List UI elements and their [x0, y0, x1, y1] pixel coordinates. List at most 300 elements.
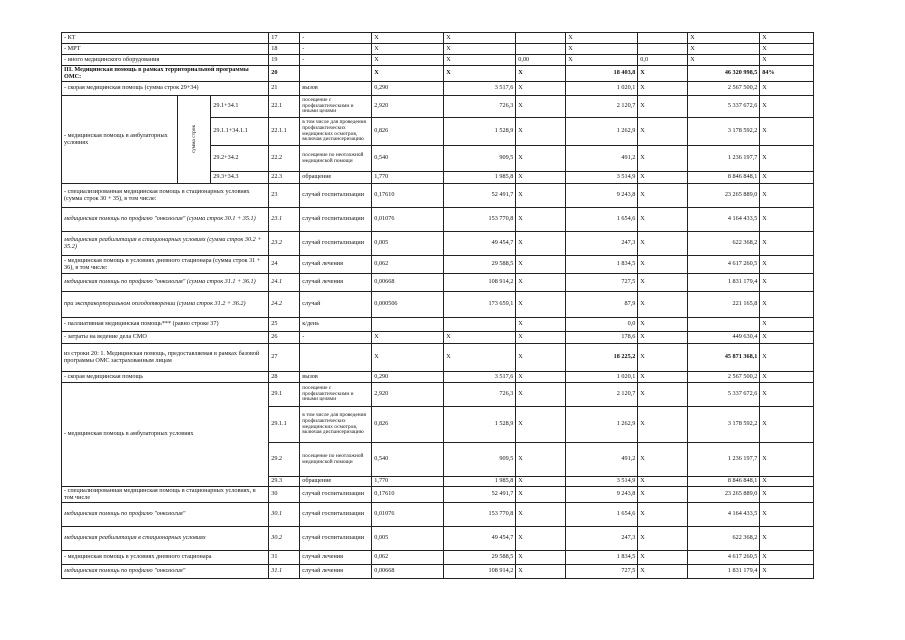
volume-norm-cell: 2,920 — [372, 96, 444, 118]
row-label: - МРТ — [62, 44, 269, 55]
per-capita-oms-cell: 727,5 — [566, 565, 638, 579]
total-budget-cell: Х — [638, 477, 688, 487]
per-capita-budget-cell: Х — [516, 383, 566, 407]
total-oms-cell: 3 178 592,2 — [688, 407, 760, 443]
row-number: 23.2 — [269, 232, 300, 256]
per-capita-oms-cell: 9 243,8 — [566, 184, 638, 208]
table-row — [62, 503, 870, 527]
row-number: 29.2 — [269, 443, 300, 477]
row-number: 20 — [269, 66, 300, 82]
volume-norm-cell: 0,290 — [372, 372, 444, 383]
total-budget-cell: Х — [638, 372, 688, 383]
table-row — [62, 208, 870, 232]
row-label: при экстракорпоральном оплодотворении (сумма строк 31.2 + 36.2) — [62, 292, 269, 318]
total-budget-cell: Х — [638, 318, 688, 332]
volume-norm-cell: 0,17610 — [372, 487, 444, 503]
unit-cell: случай госпитализации — [300, 487, 372, 503]
total-budget-cell: Х — [638, 208, 688, 232]
volume-norm-cell: 0,290 — [372, 82, 444, 96]
volume-norm-cell: 1,770 — [372, 172, 444, 184]
per-capita-oms-cell: 1 020,1 — [566, 372, 638, 383]
volume-norm-cell: 0,062 — [372, 256, 444, 274]
percent-cell: Х — [760, 372, 814, 383]
cost-norm-cell: Х — [444, 344, 516, 372]
table-row — [62, 44, 870, 55]
unit-cell: случай госпитализации — [300, 527, 372, 551]
total-budget-cell: Х — [638, 565, 688, 579]
total-oms-cell: 622 368,2 — [688, 527, 760, 551]
percent-cell: Х — [760, 232, 814, 256]
cost-norm-cell: 29 588,5 — [444, 256, 516, 274]
percent-cell: Х — [760, 527, 814, 551]
table-row — [62, 332, 870, 344]
cost-norm-cell: 1 528,9 — [444, 118, 516, 146]
per-capita-oms-cell: 3 514,9 — [566, 172, 638, 184]
per-capita-budget-cell: Х — [516, 274, 566, 292]
total-budget-cell: Х — [638, 256, 688, 274]
per-capita-budget-cell — [516, 33, 566, 44]
total-oms-cell: 4 164 433,5 — [688, 208, 760, 232]
per-capita-budget-cell: Х — [516, 184, 566, 208]
total-budget-cell: Х — [638, 232, 688, 256]
unit-cell: к/день — [300, 318, 372, 332]
per-capita-oms-cell: 1 654,6 — [566, 503, 638, 527]
per-capita-budget-cell: Х — [516, 232, 566, 256]
table-row — [62, 66, 870, 82]
percent-cell: Х — [760, 443, 814, 477]
per-capita-oms-cell: 18 225,2 — [566, 344, 638, 372]
total-oms-cell: 23 265 889,0 — [688, 184, 760, 208]
per-capita-oms-cell: 1 020,1 — [566, 82, 638, 96]
per-capita-budget-cell: 0,00 — [516, 55, 566, 66]
total-oms-cell — [688, 318, 760, 332]
per-capita-oms-cell: 3 514,9 — [566, 477, 638, 487]
per-capita-oms-cell: 2 120,7 — [566, 383, 638, 407]
total-budget-cell: Х — [638, 344, 688, 372]
cost-norm-cell: 909,5 — [444, 146, 516, 172]
percent-cell: Х — [760, 274, 814, 292]
formula-cell: 29.1.1+34.1.1 — [211, 118, 269, 146]
row-label: - медицинская помощь в условиях дневного стационара (сумма строк 31 + 36), в том числе: — [62, 256, 269, 274]
formula-cell: 29.2+34.2 — [211, 146, 269, 172]
cost-norm-cell: 3 517,6 — [444, 372, 516, 383]
row-number: 18 — [269, 44, 300, 55]
row-label: - затраты на ведение дела СМО — [62, 332, 269, 344]
table-row — [62, 256, 870, 274]
volume-norm-cell: 0,01076 — [372, 503, 444, 527]
row-label: III. Медицинская помощь в рамках территориальной программы ОМС: — [62, 66, 269, 82]
row-label: медицинская реабилитация в стационарных условиях — [62, 527, 269, 551]
row-label: - медицинская помощь в условиях дневного стационара — [62, 551, 269, 565]
volume-norm-cell: Х — [372, 55, 444, 66]
cost-norm-cell: 52 491,7 — [444, 487, 516, 503]
unit-cell: случай госпитализации — [300, 232, 372, 256]
total-oms-cell: 5 337 672,6 — [688, 383, 760, 407]
volume-norm-cell: 0,540 — [372, 443, 444, 477]
unit-cell: посещение по неотложной медицинской помощи — [300, 146, 372, 172]
per-capita-budget-cell: Х — [516, 372, 566, 383]
row-label: - медицинская помощь в амбулаторных условиях — [62, 383, 269, 487]
table-row — [62, 551, 870, 565]
total-budget-cell: Х — [638, 487, 688, 503]
row-label: - специализированная медицинская помощь в стационарных условиях (сумма строк 30 + 35), в том числе: — [62, 184, 269, 208]
volume-norm-cell: Х — [372, 332, 444, 344]
total-oms-cell: 8 846 848,1 — [688, 172, 760, 184]
volume-norm-cell: 0,540 — [372, 146, 444, 172]
cost-norm-cell: Х — [444, 33, 516, 44]
volume-norm-cell: 0,826 — [372, 407, 444, 443]
volume-norm-cell: 2,920 — [372, 383, 444, 407]
per-capita-budget-cell: Х — [516, 443, 566, 477]
percent-cell: 84% — [760, 66, 814, 82]
total-budget-cell — [638, 33, 688, 44]
row-label: медицинская помощь по профилю "онкология" — [62, 503, 269, 527]
total-budget-cell: Х — [638, 184, 688, 208]
volume-norm-cell: 1,770 — [372, 477, 444, 487]
row-number: 29.3 — [269, 477, 300, 487]
volume-norm-cell: 0,17610 — [372, 184, 444, 208]
per-capita-budget-cell: Х — [516, 82, 566, 96]
volume-norm-cell: Х — [372, 44, 444, 55]
total-budget-cell: Х — [638, 292, 688, 318]
percent-cell: Х — [760, 256, 814, 274]
row-number: 23 — [269, 184, 300, 208]
table-row — [62, 487, 870, 503]
total-oms-cell: 5 337 672,6 — [688, 96, 760, 118]
row-label: - КТ — [62, 33, 269, 44]
total-budget-cell: Х — [638, 407, 688, 443]
volume-norm-cell: 0,005 — [372, 527, 444, 551]
per-capita-oms-cell: 491,2 — [566, 146, 638, 172]
cost-norm-cell: Х — [444, 44, 516, 55]
cost-norm-cell: 1 528,9 — [444, 407, 516, 443]
unit-cell: случай госпитализации — [300, 184, 372, 208]
cost-norm-cell: 108 914,2 — [444, 565, 516, 579]
percent-cell: Х — [760, 407, 814, 443]
table-row — [62, 372, 870, 383]
row-label: - медицинская помощь в амбулаторных условиях — [62, 96, 178, 184]
unit-cell: случай лечения — [300, 565, 372, 579]
row-label: - скорая медицинская помощь — [62, 372, 269, 383]
table-row — [62, 274, 870, 292]
row-label: медицинская помощь по профилю "онкология" (сумма строк 30.1 + 35.1) — [62, 208, 269, 232]
total-budget-cell: Х — [638, 146, 688, 172]
row-label: - паллиативная медицинская помощь*** (равно строке 37) — [62, 318, 269, 332]
cost-norm-cell: 1 985,8 — [444, 477, 516, 487]
total-budget-cell: Х — [638, 443, 688, 477]
total-budget-cell: 0,0 — [638, 55, 688, 66]
total-oms-cell: 4 164 433,5 — [688, 503, 760, 527]
row-label: медицинская помощь по профилю "онкология" (сумма строк 31.1 + 36.1) — [62, 274, 269, 292]
row-number: 30.2 — [269, 527, 300, 551]
percent-cell: Х — [760, 184, 814, 208]
total-oms-cell: 45 871 368,1 — [688, 344, 760, 372]
per-capita-budget-cell: Х — [516, 208, 566, 232]
table-row — [62, 344, 870, 372]
row-number: 24.1 — [269, 274, 300, 292]
total-oms-cell: 2 567 500,2 — [688, 82, 760, 96]
table-row — [62, 565, 870, 579]
row-number: 22.2 — [269, 146, 300, 172]
row-label: - скорая медицинская помощь (сумма строк 29+34) — [62, 82, 269, 96]
per-capita-oms-cell: 9 243,8 — [566, 487, 638, 503]
row-number: 17 — [269, 33, 300, 44]
per-capita-oms-cell: 491,2 — [566, 443, 638, 477]
table-row — [62, 383, 870, 407]
cost-norm-cell: 29 588,5 — [444, 551, 516, 565]
total-oms-cell: 1 831 179,4 — [688, 274, 760, 292]
row-label: из строки 20: 1. Медицинская помощь, предоставляемая в рамках базовой программы ОМС застрахованным лицам — [62, 344, 269, 372]
percent-cell: Х — [760, 55, 814, 66]
percent-cell: Х — [760, 565, 814, 579]
volume-norm-cell: Х — [372, 344, 444, 372]
unit-cell: посещение с профилактическими и иными целями — [300, 383, 372, 407]
total-budget-cell: Х — [638, 332, 688, 344]
unit-cell: случай — [300, 292, 372, 318]
per-capita-budget-cell — [516, 44, 566, 55]
per-capita-budget-cell: Х — [516, 407, 566, 443]
volume-norm-cell: 0,01076 — [372, 208, 444, 232]
per-capita-oms-cell: 1 834,5 — [566, 551, 638, 565]
per-capita-budget-cell: Х — [516, 146, 566, 172]
row-number: 31.1 — [269, 565, 300, 579]
cost-norm-cell — [444, 318, 516, 332]
volume-norm-cell: 0,062 — [372, 551, 444, 565]
table-row — [62, 55, 870, 66]
table-row — [62, 232, 870, 256]
percent-cell: Х — [760, 172, 814, 184]
table-row — [62, 292, 870, 318]
total-budget-cell: Х — [638, 118, 688, 146]
row-number: 22.3 — [269, 172, 300, 184]
unit-cell: случай лечения — [300, 274, 372, 292]
per-capita-oms-cell: 87,9 — [566, 292, 638, 318]
row-number: 23.1 — [269, 208, 300, 232]
per-capita-budget-cell: Х — [516, 344, 566, 372]
total-oms-cell: 1 236 197,7 — [688, 443, 760, 477]
cost-norm-cell: 726,3 — [444, 383, 516, 407]
total-budget-cell: Х — [638, 551, 688, 565]
cost-norm-cell: 726,3 — [444, 96, 516, 118]
percent-cell: Х — [760, 344, 814, 372]
total-oms-cell: 3 178 592,2 — [688, 118, 760, 146]
total-oms-cell: Х — [688, 55, 760, 66]
total-oms-cell: 46 320 998,5 — [688, 66, 760, 82]
row-number: 30.1 — [269, 503, 300, 527]
volume-norm-cell: 0,826 — [372, 118, 444, 146]
total-budget-cell: Х — [638, 527, 688, 551]
unit-cell: - — [300, 332, 372, 344]
volume-norm-cell: 0,000506 — [372, 292, 444, 318]
total-oms-cell: 4 617 260,5 — [688, 551, 760, 565]
per-capita-oms-cell: 18 403,8 — [566, 66, 638, 82]
table-row — [62, 184, 870, 208]
per-capita-oms-cell: 727,5 — [566, 274, 638, 292]
cost-norm-cell: Х — [444, 66, 516, 82]
cost-norm-cell: 3 517,6 — [444, 82, 516, 96]
volume-norm-cell: 0,00668 — [372, 274, 444, 292]
per-capita-oms-cell: Х — [566, 55, 638, 66]
total-oms-cell: Х — [688, 33, 760, 44]
per-capita-budget-cell: Х — [516, 332, 566, 344]
row-number: 28 — [269, 372, 300, 383]
cost-norm-cell: 909,5 — [444, 443, 516, 477]
unit-cell: вызов — [300, 372, 372, 383]
volume-norm-cell: Х — [372, 33, 444, 44]
percent-cell: Х — [760, 487, 814, 503]
per-capita-budget-cell: Х — [516, 527, 566, 551]
table-row — [62, 33, 870, 44]
row-label: - специализированная медицинская помощь в стационарных условиях, в том числе — [62, 487, 269, 503]
per-capita-budget-cell: Х — [516, 487, 566, 503]
total-oms-cell: 449 630,4 — [688, 332, 760, 344]
per-capita-oms-cell: Х — [566, 33, 638, 44]
row-number: 24 — [269, 256, 300, 274]
per-capita-budget-cell: Х — [516, 551, 566, 565]
total-budget-cell: Х — [638, 274, 688, 292]
cost-norm-cell: Х — [444, 55, 516, 66]
row-label: медицинская помощь по профилю "онкология" — [62, 565, 269, 579]
percent-cell: Х — [760, 318, 814, 332]
unit-cell: случай госпитализации — [300, 503, 372, 527]
unit-cell: в том числе для проведения профилактических медицинских осмотров, включая диспансеризацию — [300, 118, 372, 146]
total-oms-cell: 1 236 197,7 — [688, 146, 760, 172]
per-capita-oms-cell: Х — [566, 44, 638, 55]
total-budget-cell: Х — [638, 66, 688, 82]
unit-cell — [300, 344, 372, 372]
row-number: 22.1 — [269, 96, 300, 118]
percent-cell: Х — [760, 208, 814, 232]
row-number: 25 — [269, 318, 300, 332]
unit-cell: в том числе для проведения профилактических медицинских осмотров, включая диспансеризацию — [300, 407, 372, 443]
per-capita-oms-cell: 1 262,9 — [566, 118, 638, 146]
unit-cell: случай лечения — [300, 256, 372, 274]
total-budget-cell — [638, 44, 688, 55]
per-capita-budget-cell: Х — [516, 172, 566, 184]
unit-cell: обращение — [300, 477, 372, 487]
percent-cell: Х — [760, 146, 814, 172]
cost-norm-cell: 52 491,7 — [444, 184, 516, 208]
unit-cell: - — [300, 33, 372, 44]
per-capita-budget-cell: Х — [516, 292, 566, 318]
per-capita-budget-cell: Х — [516, 565, 566, 579]
cost-norm-cell: 49 454,7 — [444, 527, 516, 551]
unit-cell: - — [300, 55, 372, 66]
unit-cell: вызов — [300, 82, 372, 96]
per-capita-oms-cell: 247,3 — [566, 232, 638, 256]
formula-cell: 29.1+34.1 — [211, 96, 269, 118]
cost-norm-cell: Х — [444, 332, 516, 344]
total-oms-cell: 1 831 179,4 — [688, 565, 760, 579]
unit-cell: посещение с профилактическими и иными целями — [300, 96, 372, 118]
formula-cell: 29.3+34.3 — [211, 172, 269, 184]
row-number: 26 — [269, 332, 300, 344]
unit-cell — [300, 66, 372, 82]
percent-cell: Х — [760, 82, 814, 96]
per-capita-oms-cell: 1 262,9 — [566, 407, 638, 443]
unit-cell: посещение по неотложной медицинской помощи — [300, 443, 372, 477]
volume-norm-cell: Х — [372, 66, 444, 82]
row-label: - иного медицинского оборудования — [62, 55, 269, 66]
unit-cell: обращение — [300, 172, 372, 184]
total-budget-cell: Х — [638, 172, 688, 184]
row-number: 31 — [269, 551, 300, 565]
total-budget-cell: Х — [638, 383, 688, 407]
row-number: 24.2 — [269, 292, 300, 318]
table-row — [62, 82, 870, 96]
percent-cell: Х — [760, 118, 814, 146]
percent-cell: Х — [760, 551, 814, 565]
percent-cell: Х — [760, 332, 814, 344]
total-oms-cell: 4 617 260,5 — [688, 256, 760, 274]
row-number: 29.1.1 — [269, 407, 300, 443]
unit-cell: случай госпитализации — [300, 208, 372, 232]
unit-cell: - — [300, 44, 372, 55]
volume-norm-cell: 0,00668 — [372, 565, 444, 579]
per-capita-oms-cell: 1 834,5 — [566, 256, 638, 274]
cost-norm-cell: 1 985,8 — [444, 172, 516, 184]
cost-norm-cell: 153 770,8 — [444, 503, 516, 527]
volume-norm-cell — [372, 318, 444, 332]
total-oms-cell: 221 165,8 — [688, 292, 760, 318]
table-row — [62, 96, 870, 118]
total-budget-cell: Х — [638, 82, 688, 96]
per-capita-budget-cell: Х — [516, 256, 566, 274]
per-capita-budget-cell: Х — [516, 96, 566, 118]
table-row — [62, 318, 870, 332]
total-oms-cell: Х — [688, 44, 760, 55]
per-capita-oms-cell: 1 654,6 — [566, 208, 638, 232]
row-number: 27 — [269, 344, 300, 372]
vertical-label: сумма строк — [178, 96, 211, 184]
volume-norm-cell: 0,005 — [372, 232, 444, 256]
total-budget-cell: Х — [638, 503, 688, 527]
per-capita-budget-cell: Х — [516, 318, 566, 332]
percent-cell: Х — [760, 383, 814, 407]
cost-norm-cell: 173 659,1 — [444, 292, 516, 318]
row-number: 19 — [269, 55, 300, 66]
row-number: 29.1 — [269, 383, 300, 407]
cost-norm-cell: 153 770,8 — [444, 208, 516, 232]
per-capita-budget-cell: Х — [516, 118, 566, 146]
total-oms-cell: 8 846 848,1 — [688, 477, 760, 487]
per-capita-budget-cell: Х — [516, 477, 566, 487]
total-budget-cell: Х — [638, 96, 688, 118]
total-oms-cell: 622 368,2 — [688, 232, 760, 256]
per-capita-oms-cell: 178,6 — [566, 332, 638, 344]
cost-norm-cell: 49 454,7 — [444, 232, 516, 256]
table-row — [62, 527, 870, 551]
percent-cell: Х — [760, 44, 814, 55]
row-number: 30 — [269, 487, 300, 503]
per-capita-oms-cell: 247,3 — [566, 527, 638, 551]
financing-table — [61, 32, 870, 579]
per-capita-budget-cell: Х — [516, 503, 566, 527]
per-capita-oms-cell: 0,0 — [566, 318, 638, 332]
row-label: медицинская реабилитация в стационарных условиях (сумма строк 30.2 + 35.2) — [62, 232, 269, 256]
total-oms-cell: 23 265 889,0 — [688, 487, 760, 503]
percent-cell: Х — [760, 292, 814, 318]
per-capita-budget-cell: Х — [516, 66, 566, 82]
per-capita-oms-cell: 2 120,7 — [566, 96, 638, 118]
row-number: 21 — [269, 82, 300, 96]
cost-norm-cell: 108 914,2 — [444, 274, 516, 292]
row-number: 22.1.1 — [269, 118, 300, 146]
total-oms-cell: 2 567 500,2 — [688, 372, 760, 383]
percent-cell: Х — [760, 96, 814, 118]
percent-cell: Х — [760, 477, 814, 487]
percent-cell: Х — [760, 503, 814, 527]
